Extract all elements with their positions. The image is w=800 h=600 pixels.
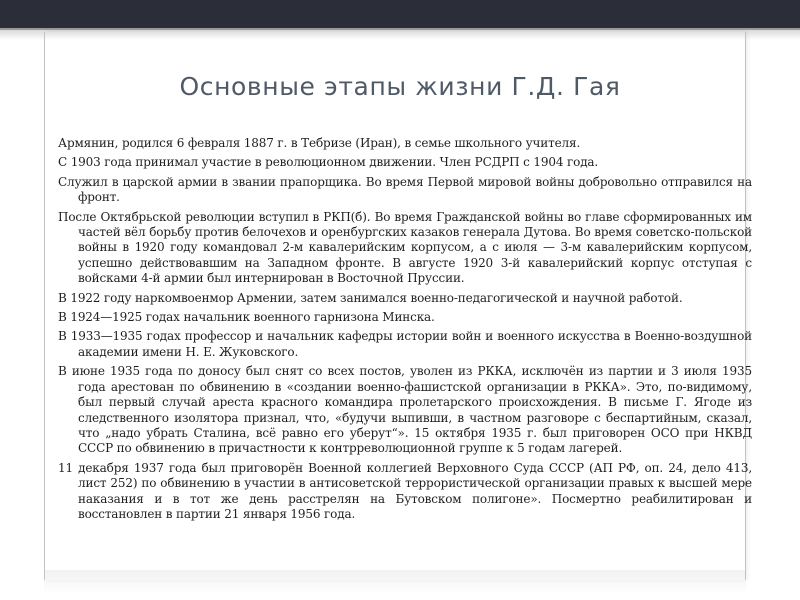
paragraph-execution: 11 декабря 1937 года был приговорён Военной коллегией Верховного Суда СССР (АП РФ, оп. 24, дело 413, лист 252) по обвинению в участии в антисоветской террористической организации правых к высшей мере наказания и в тот же день расстрелян на Бутовском полигоне». Посмертно реабилитирован и восстановлен в партии 21 января 1956 года. xyxy=(58,460,752,521)
paragraph-minsk: В 1924—1925 годах начальник военного гарнизона Минска. xyxy=(58,310,435,325)
paragraph-academy: В 1933—1935 годах профессор и начальник кафедры истории войн и военного искусства в Военно-воздушной академии имени Н. Е. Жуковского. xyxy=(58,329,752,359)
paragraph-arrest: В июне 1935 года по доносу был снят со всех постов, уволен из РККА, исключён из партии и 3 июля 1935 года арестован по обвинению в «создании военно-фашистской организации в РККА». Это, по-видимому, был первый случай ареста красного командира пролетарского происхождения. В письме Г. Ягоде из следственного изолятора признал, что, «будучи выпивши, в частном разговоре с беспартийным, сказал, что „надо убрать Сталина, всё равно его уберут“». 15 октября 1935 г. был приговорен ОСО при НКВД СССР по обвинению в причастности к контрреволюционной группе к 5 годам лагерей. xyxy=(58,364,752,456)
frame-bottom-shadow xyxy=(44,570,746,594)
slide-body xyxy=(58,136,752,526)
paragraph-civil-war: После Октябрьской революции вступил в РКП(б). Во время Гражданской войны во главе сформированных им частей вёл борьбу против белочехов и оренбургских казаков генерала Дутова. Во время советско-польской войны в 1920 году командовал 2-м кавалерийским корпусом, а с июля — 3-м кавалерийским корпусом, успешно действовавшим на Западном фронте. В августе 1920 3-й кавалерийский корпус отступая с войсками 4-й армии был интернирован в Восточной Пруссии. xyxy=(58,209,752,286)
paragraph-army-service: Служил в царской армии в звании прапорщика. Во время Первой мировой войны добровольно отправился на фронт. xyxy=(58,174,752,205)
paragraph-armenia: В 1922 году наркомвоенмор Армении, затем занимался военно-педагогической и научной работой. xyxy=(58,290,683,305)
paragraph-origin: Армянин, родился 6 февраля 1887 г. в Тебризе (Иран), в семье школьного учителя. xyxy=(58,136,581,150)
slide-title: Основные этапы жизни Г.Д. Гая xyxy=(179,72,621,101)
header-bar xyxy=(0,0,800,28)
paragraph-revolution: С 1903 года принимал участие в революционном движении. Член РСДРП с 1904 года. xyxy=(58,155,599,170)
